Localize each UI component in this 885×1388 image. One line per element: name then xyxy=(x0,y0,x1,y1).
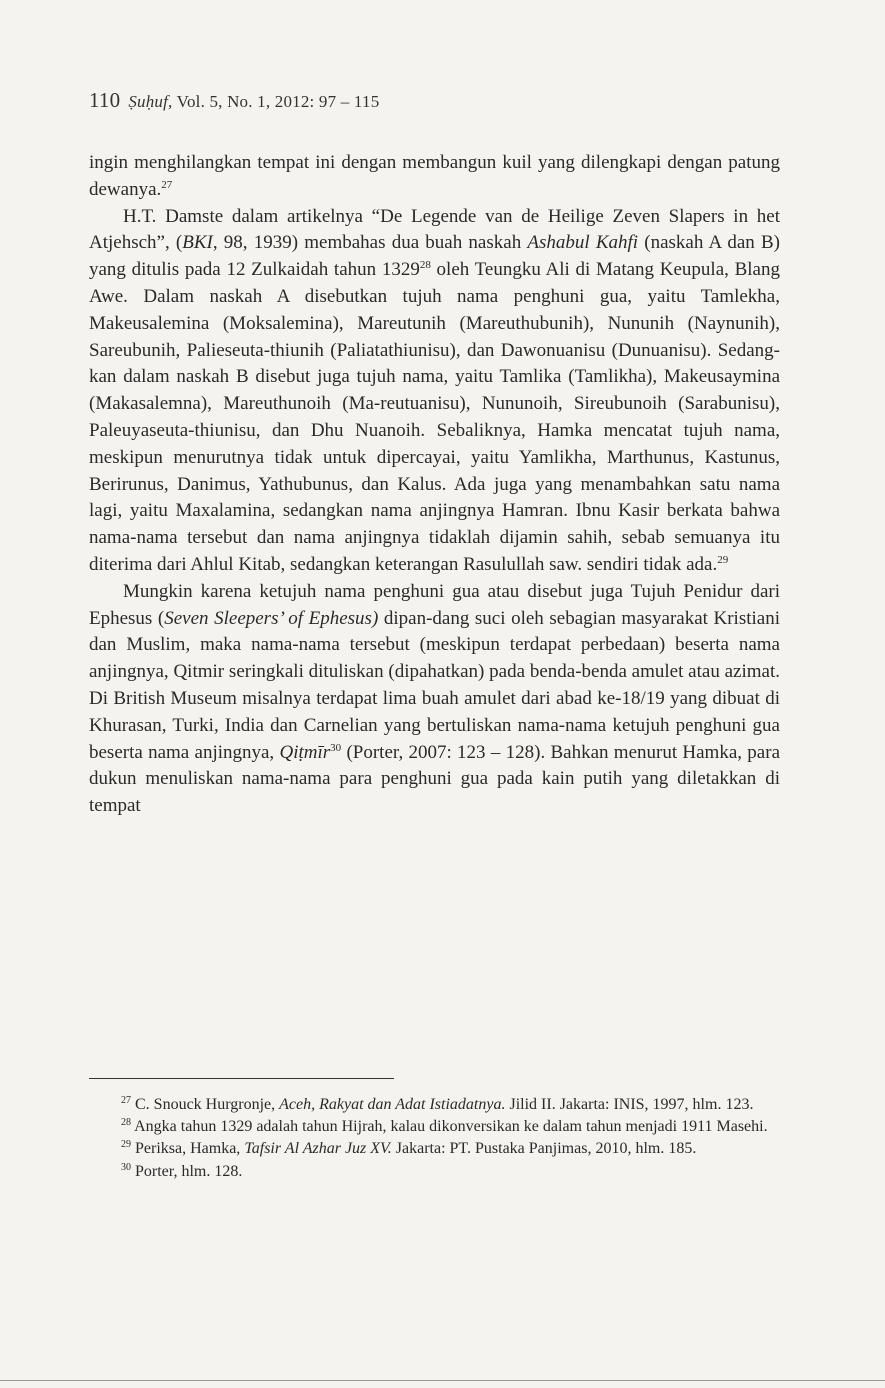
paragraph-3: Mungkin karena ketujuh nama penghuni gua atau disebut juga Tujuh Penidur dari Ephesus (Seven Sleepers’ of Ephesus) dipan-dang suci oleh sebagian masyarakat Kristiani dan Muslim, maka nama-nama tersebut (meskipun terdapat perbedaan) beserta nama anjingnya, Qitmir seringkali dituliskan (dipahatkan) pada benda-benda amulet atau azimat. Di British Museum misalnya terdapat lima buah amulet dari abad ke-18/19 yang dibuat di Khurasan, Turki, India dan Carnelian yang bertuliskan nama-nama ketujuh penghuni gua beserta nama anjingnya, Qiṭmīr$^{30}$ (Porter, 2007: 123 – 128). Bahkan menurut Hamka, para dukun menuliskan nama-nama para penghuni gua pada kain putih yang diletakkan di tempat xyxy=(89,580,780,817)
footnote-27: $^{27}$ C. Snouck Hurgronje, Aceh, Rakyat dan Adat Istiadatnya. Jilid II. Jakarta: INIS, 1997, hlm. 123. xyxy=(121,1095,754,1113)
paragraph-2: H.T. Damste dalam artikelnya “De Legende van de Heilige Zeven Slapers in het Atjehsch”, (BKI, 98, 1939) membahas dua buah naskah Ashabul Kahfi (naskah A dan B) yang ditulis pada 12 Zulkaidah tahun 1329$^{28}$ oleh Teungku Ali di Matang Keupula, Blang Awe. Dalam naskah A disebutkan tujuh nama penghuni gua, yaitu Tamlekha, Makeusalemina (Moksalemina), Mareutunih (Mareuthubunih), Nununih (Naynunih), Sareubunih, Palieseuta-thiunih (Paliatathiunisu), dan Dawonuanisu (Dunuanisu). Sedang-kan dalam naskah B disebut juga tujuh nama, yaitu Tamlika (Tamlikha), Makeusaymina (Makasalemna), Mareuthunoih (Ma-reutuanisu), Nununoih, Sireubunoih (Sarabunisu), Paleuyaseuta-thiunisu, dan Dhu Nuanoih. Sebaliknya, Hamka mencatat tujuh nama, meskipun menurutnya tidak untuk dipercayai, yaitu Yamlikha, Marthunus, Kastunus, Berirunus, Danimus, Yathubunus, dan Kalus. Ada juga yang menambahkan satu nama lagi, yaitu Maxalamina, sedangkan nama anjingnya Hamran. Ibnu Kasir berkata bahwa nama-nama tersebut dan nama anjingnya tidaklah dijamin sahih, sebab semuanya itu diterima dari Ahlul Kitab, sedangkan keterangan Rasulullah saw. sendiri tidak ada.$^{29}$ xyxy=(89,205,780,575)
running-header xyxy=(89,88,379,113)
footnotes xyxy=(89,1094,780,1183)
footnote-ref-29[interactable]: 29 xyxy=(717,553,729,566)
footnote-30: $^{30}$ Porter, hlm. 128. xyxy=(121,1161,243,1180)
footnote-ref-28[interactable]: 28 xyxy=(419,259,431,272)
footnote-28: $^{28}$ Angka tahun 1329 adalah tahun Hijrah, kalau dikonversikan ke dalam tahun menjadi 1911 Masehi. xyxy=(121,1117,768,1136)
manuscript-title: Ashabul Kahfi xyxy=(527,232,639,254)
page-number: 110 xyxy=(89,88,121,112)
footnote-29: $^{29}$ Periksa, Hamka, Tafsir Al Azhar Juz XV. Jakarta: PT. Pustaka Panjimas, 2010, hlm. 185. xyxy=(121,1139,697,1158)
footnote-ref-27[interactable]: 27 xyxy=(161,178,173,191)
paragraph-1: ingin menghilangkan tempat ini dengan membangun kuil yang dilengkapi dengan patung dewanya.$^{27}$ xyxy=(89,152,780,200)
scan-edge-line xyxy=(0,1380,885,1381)
footnote-ref-30[interactable]: 30 xyxy=(330,741,342,754)
body-text xyxy=(89,150,780,820)
journal-name: Ṣuḥuf, xyxy=(128,92,173,111)
journal-citation: Vol. 5, No. 1, 2012: 97 – 115 xyxy=(176,92,380,111)
qitmir-term: Qiṭmīr xyxy=(279,741,331,763)
footnote-divider xyxy=(89,1078,394,1079)
